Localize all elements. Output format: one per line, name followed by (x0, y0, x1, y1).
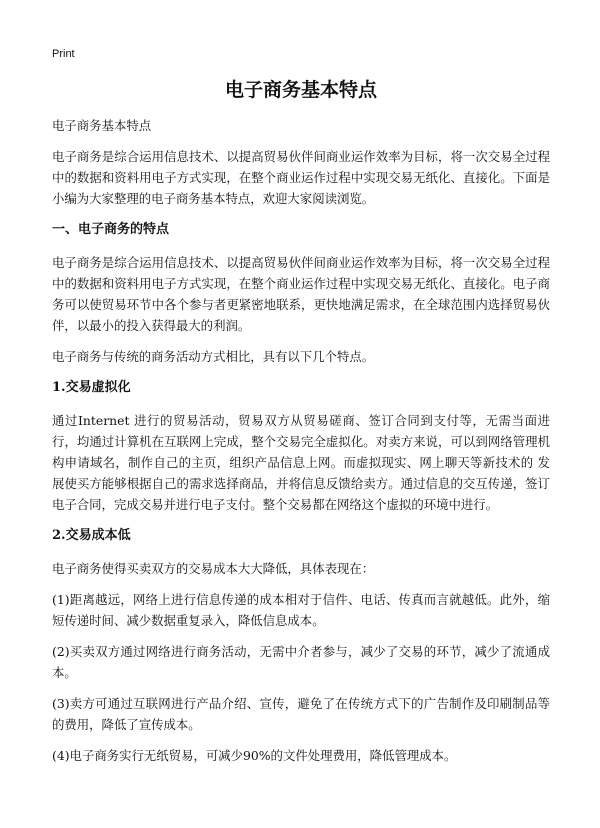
list-item: (2)买卖双方通过网络进行商务活动，无需中介者参与，减少了交易的环节，减少了流通成本。 (52, 644, 550, 680)
list-item: (4)电子商务实行无纸贸易，可减少90%的文件处理费用，降低管理成本。 (52, 748, 457, 763)
features-paragraph: 电子商务是综合运用信息技术、以提高贸易伙伴间商业运作效率为目标，将一次交易全过程中的数据和资料用电子方式实现，在整个商业运作过程中实现交易无纸化、直接化。电子商务可以使贸易环节中各个参与者更紧密地联系，更快地满足需求，在全球范围内选择贸易伙伴，以最小的投入获得最大的利润。 (52, 255, 550, 333)
section-heading-virtualization: 1.交易虚拟化 (52, 380, 131, 395)
document-subtitle: 电子商务基本特点 (52, 118, 152, 133)
document-title: 电子商务基本特点 (224, 79, 377, 101)
section-heading-features: 一、电子商务的特点 (52, 222, 170, 237)
list-item: (3)卖方可通过互联网进行产品介绍、宣传，避免了在传统方式下的广告制作及印刷制品等的费用，降低了宣传成本。 (52, 696, 550, 732)
virtualization-paragraph: 通过Internet 进行的贸易活动，贸易双方从贸易磋商、签订合同到支付等，无需当面进行，均通过计算机在互联网上完成，整个交易完全虚拟化。对卖方来说，可以到网络管理机构申请域名，制作自己的主页，组织产品信息上网。而虚拟现实、网上聊天等新技术的 发展使买方能够根据自己的需求选择商品，并将信息反馈给卖方。通过信息的交互传递，签订电子合同，完成交易并进行电子支付。整个交易都在网络这个虚拟的环境中进行。 (52, 413, 550, 512)
low-cost-intro-paragraph: 电子商务使得买卖双方的交易成本大大降低，具体表现在： (52, 561, 375, 576)
intro-paragraph: 电子商务是综合运用信息技术、以提高贸易伙伴间商业运作效率为目标，将一次交易全过程中的数据和资料用电子方式实现，在整个商业运作过程中实现交易无纸化、直接化。下面是小编为大家整理的电子商务基本特点，欢迎大家阅读浏览。 (52, 149, 550, 206)
list-item: (1)距离越远，网络上进行信息传递的成本相对于信件、电话、传真而言就越低。此外，缩短传递时间、减少数据重复录入，降低信息成本。 (52, 592, 550, 628)
comparison-paragraph: 电子商务与传统的商务活动方式相比，具有以下几个特点。 (52, 349, 375, 364)
section-heading-low-cost: 2.交易成本低 (52, 528, 131, 543)
print-label: Print (52, 48, 75, 60)
